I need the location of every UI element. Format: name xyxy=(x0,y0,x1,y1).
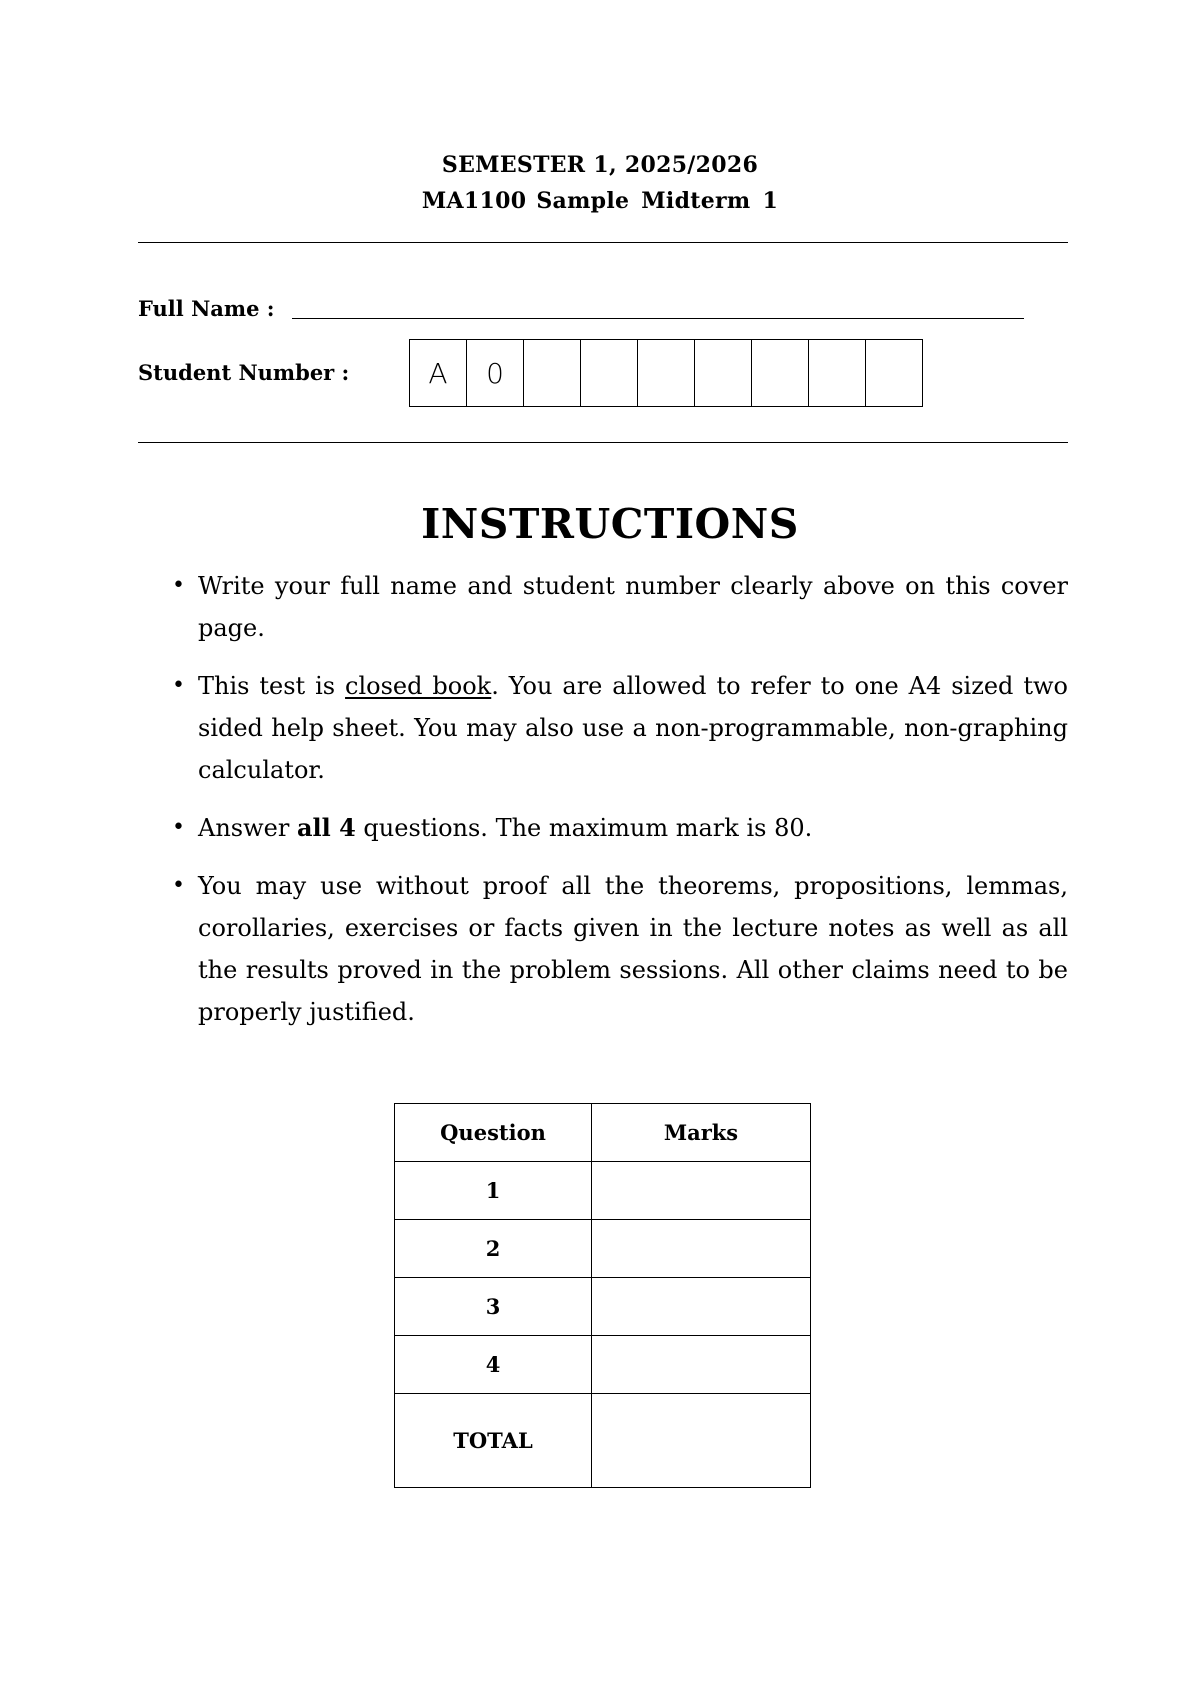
instruction-text: You may use without proof all the theorems, propositions, lemmas, corollaries, exercises or facts given in the lecture notes as well as all the results proved in the problem sessions. All other claims need to be properly justified. xyxy=(198,872,1068,1026)
question-number: 2 xyxy=(395,1220,592,1278)
question-number: 4 xyxy=(395,1336,592,1394)
semester-heading: SEMESTER 1, 2025/2026 xyxy=(441,152,759,178)
top-divider xyxy=(138,242,1068,243)
full-name-label: Full Name : xyxy=(138,296,275,321)
instruction-text: questions. The maximum mark is 80. xyxy=(355,814,813,842)
student-number-box[interactable] xyxy=(695,340,752,406)
student-number-box[interactable] xyxy=(581,340,638,406)
student-number-box[interactable] xyxy=(809,340,866,406)
marks-header: Marks xyxy=(592,1104,811,1162)
instructions-title: INSTRUCTIONS xyxy=(421,500,799,548)
closed-book-emphasis: closed book xyxy=(345,672,492,700)
total-label: TOTAL xyxy=(395,1394,592,1488)
student-number-box[interactable]: A xyxy=(410,340,467,406)
student-number-box[interactable] xyxy=(866,340,922,406)
total-row xyxy=(395,1394,811,1488)
student-number-box[interactable] xyxy=(638,340,695,406)
instruction-text: This test is xyxy=(198,672,346,700)
all-questions-emphasis: all 4 xyxy=(296,813,356,842)
table-row xyxy=(395,1336,811,1394)
total-marks-cell[interactable] xyxy=(592,1394,811,1488)
table-header-row xyxy=(395,1104,811,1162)
table-row xyxy=(395,1220,811,1278)
course-heading xyxy=(0,188,1200,214)
instruction-item xyxy=(172,565,1068,649)
student-number-box[interactable] xyxy=(752,340,809,406)
instruction-item xyxy=(172,807,1068,849)
full-name-field[interactable] xyxy=(292,318,1024,319)
marks-cell[interactable] xyxy=(592,1162,811,1220)
marks-cell[interactable] xyxy=(592,1278,811,1336)
question-number: 1 xyxy=(395,1162,592,1220)
instruction-text: Answer xyxy=(198,814,297,842)
instruction-text: . You are allowed to refer to one A4 sized two sided help sheet. You may also use a non-programmable, non-graphing calculator. xyxy=(198,672,1068,784)
bottom-divider xyxy=(138,442,1068,443)
marks-cell[interactable] xyxy=(592,1220,811,1278)
exam-title: Sample Midterm 1 xyxy=(536,188,779,214)
student-number-label: Student Number : xyxy=(138,360,350,385)
student-number-box[interactable]: 0 xyxy=(467,340,524,406)
student-number-box[interactable] xyxy=(524,340,581,406)
instruction-item xyxy=(172,665,1068,791)
instruction-list xyxy=(172,565,1068,1049)
student-number-boxes xyxy=(409,339,923,407)
instruction-item xyxy=(172,865,1068,1033)
marks-cell[interactable] xyxy=(592,1336,811,1394)
table-row xyxy=(395,1278,811,1336)
course-code: MA1100 xyxy=(421,188,527,214)
question-header: Question xyxy=(395,1104,592,1162)
instruction-text: Write your full name and student number clearly above on this cover page. xyxy=(198,572,1068,642)
question-number: 3 xyxy=(395,1278,592,1336)
marks-table xyxy=(394,1103,811,1488)
table-row xyxy=(395,1162,811,1220)
